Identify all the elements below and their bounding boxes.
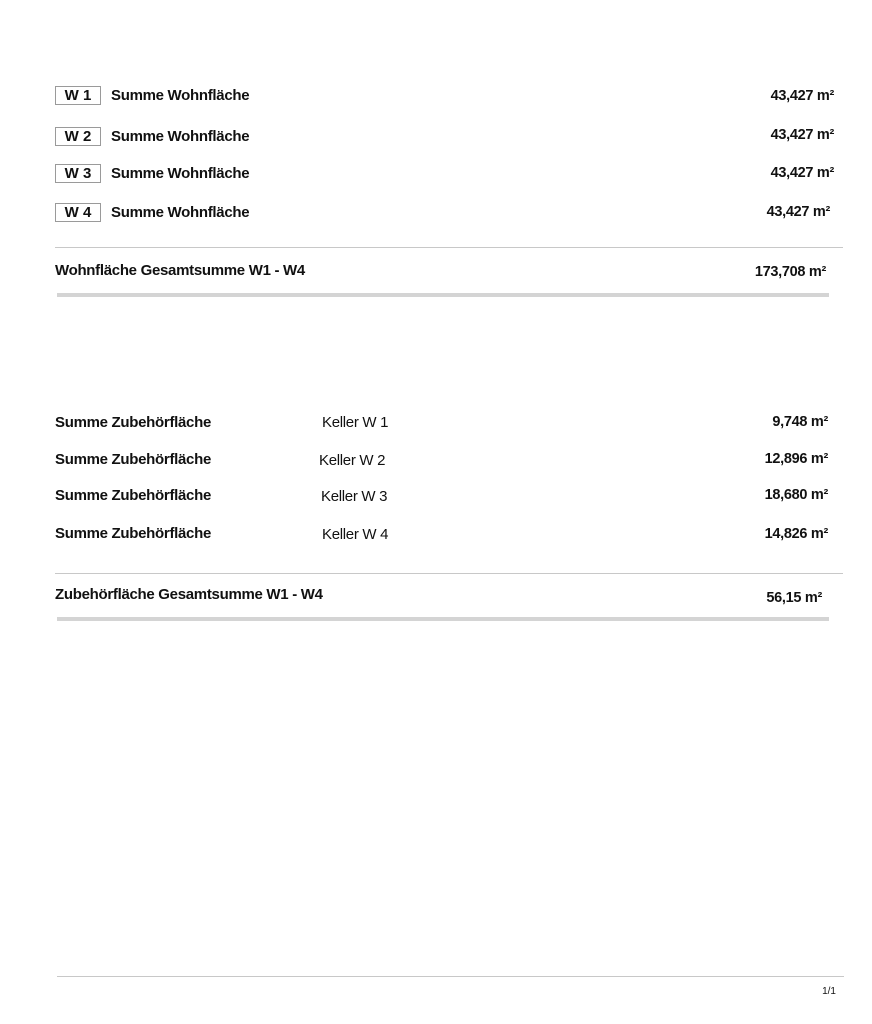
total-label: Zubehörfläche Gesamtsumme W1 - W4 (55, 586, 323, 603)
row-label-k3: Summe Zubehörfläche (55, 487, 211, 504)
row-value-w4: 43,427 m² (766, 204, 830, 220)
row-value-w1: 43,427 m² (770, 88, 834, 104)
total-label: Wohnfläche Gesamtsumme W1 - W4 (55, 262, 305, 279)
row-label-w3: Summe Wohnfläche (111, 165, 250, 182)
unit-box-w2: W 2 (55, 127, 101, 146)
row-label-k4: Summe Zubehörfläche (55, 525, 211, 542)
keller-label-k2: Keller W 2 (319, 452, 386, 469)
row-value-k4: 14,826 m² (764, 526, 828, 542)
row-value-k3: 18,680 m² (764, 487, 828, 503)
row-value-w3: 43,427 m² (770, 165, 834, 181)
total-underline (57, 293, 829, 297)
row-label-w1: Summe Wohnfläche (111, 87, 250, 104)
row-label-k1: Summe Zubehörfläche (55, 414, 211, 431)
total-value: 173,708 m² (754, 264, 826, 280)
page-number: 1/1 (822, 986, 836, 997)
keller-label-k3: Keller W 3 (321, 488, 388, 505)
unit-box-w4: W 4 (55, 203, 101, 222)
row-label-w4: Summe Wohnfläche (111, 204, 250, 221)
keller-label-k1: Keller W 1 (322, 414, 389, 431)
unit-box-w3: W 3 (55, 164, 101, 183)
keller-label-k4: Keller W 4 (322, 526, 389, 543)
footer-divider (57, 976, 844, 977)
total-underline (57, 617, 829, 621)
row-value-k1: 9,748 m² (772, 414, 828, 430)
divider (55, 247, 843, 248)
row-label-w2: Summe Wohnfläche (111, 128, 250, 145)
row-value-w2: 43,427 m² (770, 127, 834, 143)
row-label-k2: Summe Zubehörfläche (55, 451, 211, 468)
row-value-k2: 12,896 m² (764, 451, 828, 467)
unit-box-w1: W 1 (55, 86, 101, 105)
total-value: 56,15 m² (766, 590, 822, 606)
divider (55, 573, 843, 574)
